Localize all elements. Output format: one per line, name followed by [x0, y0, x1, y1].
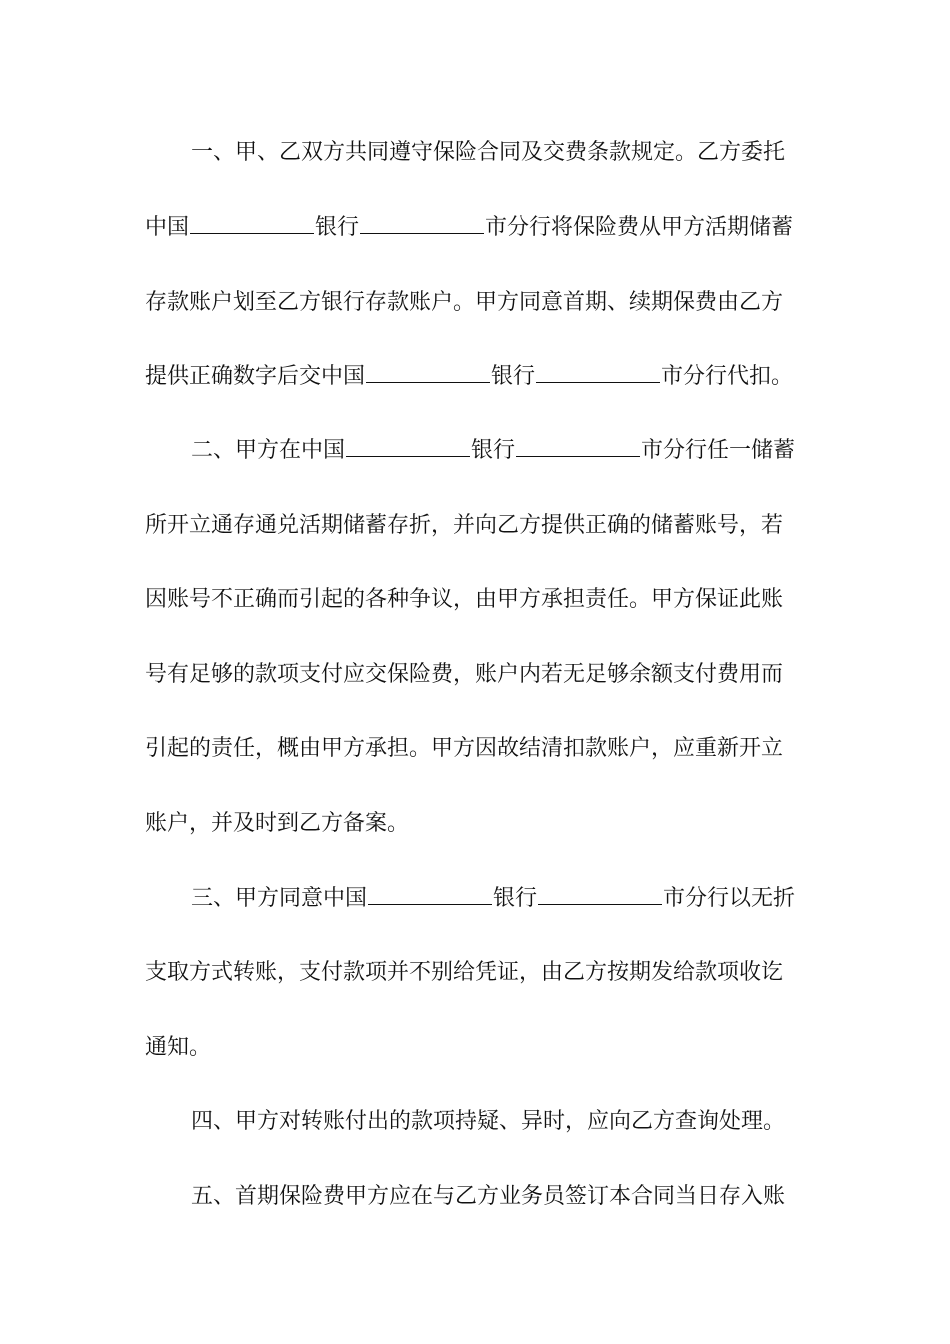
clause-1-line-2: [145, 208, 805, 248]
fill-in-blank: [360, 232, 484, 234]
text-run: 通知。: [145, 1035, 212, 1060]
clause-5-line-1: [191, 1177, 805, 1217]
text-run: 市分行以无折: [663, 886, 796, 911]
text-run: 三、甲方同意中国: [191, 886, 368, 911]
clause-2-line-2: [145, 506, 805, 546]
text-run: 四、甲方对转账付出的款项持疑、异时，应向乙方查询处理。: [191, 1109, 786, 1134]
clause-2-line-1: [191, 431, 805, 471]
clause-1-line-3: [145, 283, 805, 323]
text-run: 五、首期保险费甲方应在与乙方业务员签订本合同当日存入账: [191, 1184, 786, 1209]
text-run: 提供正确数字后交中国: [145, 364, 366, 389]
clause-3-line-1: [191, 879, 805, 919]
clause-2-line-3: [145, 580, 805, 620]
text-run: 二、甲方在中国: [191, 438, 346, 463]
text-run: 一、甲、乙双方共同遵守保险合同及交费条款规定。乙方委托: [191, 140, 786, 165]
text-run: 市分行将保险费从甲方活期储蓄: [485, 215, 794, 240]
text-run: 市分行任一储蓄: [641, 438, 796, 463]
text-run: 账户，并及时到乙方备案。: [145, 811, 410, 836]
text-run: 银行: [471, 438, 516, 463]
text-run: 银行: [491, 364, 536, 389]
text-run: 市分行代扣。: [661, 364, 794, 389]
text-run: 银行: [315, 215, 360, 240]
clause-2-line-5: [145, 729, 805, 769]
clause-2-line-4: [145, 655, 805, 695]
text-run: 所开立通存通兑活期储蓄存折，并向乙方提供正确的储蓄账号，若: [145, 513, 784, 538]
text-run: 引起的责任，概由甲方承担。甲方因故结清扣款账户，应重新开立: [145, 736, 784, 761]
text-run: 银行: [493, 886, 538, 911]
clause-3-line-3: [145, 1028, 805, 1068]
text-run: 因账号不正确而引起的各种争议，由甲方承担责任。甲方保证此账: [145, 587, 784, 612]
text-run: 中国: [145, 215, 190, 240]
clause-3-line-2: [145, 953, 805, 993]
clause-1-line-1: [191, 133, 805, 173]
fill-in-blank: [368, 903, 492, 905]
text-run: 存款账户划至乙方银行存款账户。甲方同意首期、续期保费由乙方: [145, 290, 784, 315]
fill-in-blank: [346, 455, 470, 457]
text-run: 号有足够的款项支付应交保险费，账户内若无足够余额支付费用而: [145, 662, 784, 687]
fill-in-blank: [366, 381, 490, 383]
clause-2-line-6: [145, 804, 805, 844]
fill-in-blank: [538, 903, 662, 905]
clause-1-line-4: [145, 357, 805, 397]
text-run: 支取方式转账，支付款项并不别给凭证，由乙方按期发给款项收讫: [145, 960, 784, 985]
fill-in-blank: [536, 381, 660, 383]
fill-in-blank: [516, 455, 640, 457]
clause-4-line-1: [191, 1102, 805, 1142]
fill-in-blank: [190, 232, 314, 234]
